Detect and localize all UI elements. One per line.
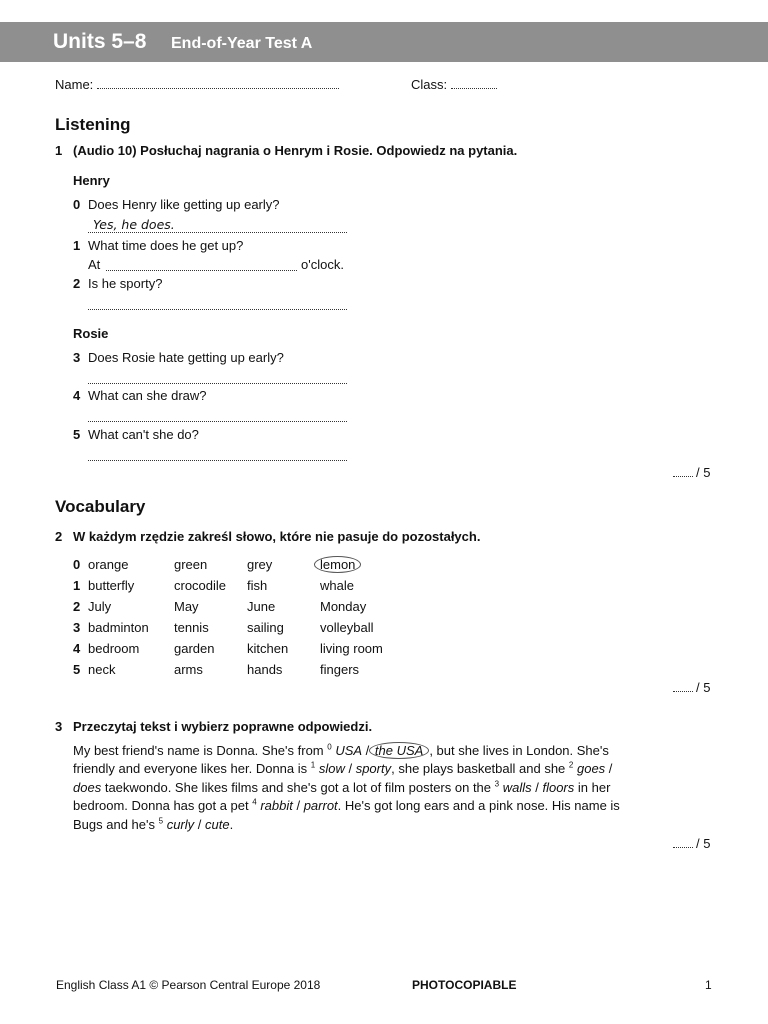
- word-option[interactable]: green: [174, 557, 208, 572]
- listening-heading: Listening: [55, 115, 131, 134]
- text-segment: , she plays basketball and she: [391, 761, 566, 777]
- score-total: / 5: [696, 465, 711, 480]
- task-3-instruction: Przeczytaj tekst i wybierz poprawne odpowiedzi.: [73, 719, 373, 734]
- question-text: What can't she do?: [88, 427, 199, 442]
- word-option[interactable]: Monday: [320, 599, 367, 614]
- text-segment: . He's got long ears and a pink nose. His name is Bugs and he's: [73, 798, 620, 832]
- row-number: 5: [73, 662, 81, 677]
- reading-text: My best friend's name is Donna. She's from $^0$ USA / the USA , but she lives in London. She's friendly and everyone likes her. Donna is $^1$ slow / sporty, she plays basketball and she $^2$ goes / does taekwondo. She likes films and she's got a lot of film posters on the $^3$ walls / floors in her bedroom. Donna has got a pet $^4$ rabbit / parrot. He's got long ears and a pink nose. His name is Bugs and he's $^5$ curly / cute.: [73, 742, 620, 832]
- word-option[interactable]: sailing: [247, 620, 284, 635]
- footer-photocopiable: PHOTOCOPIABLE: [412, 978, 517, 992]
- word-option[interactable]: neck: [88, 662, 116, 677]
- task-2-instruction: W każdym rzędzie zakreśl słowo, które nie pasuje do pozostałych.: [73, 529, 481, 544]
- task-3-number: 3: [55, 719, 63, 734]
- word-option[interactable]: hands: [247, 662, 283, 677]
- question-number: 4: [73, 388, 81, 403]
- question-number: 0: [73, 197, 81, 212]
- score-blank[interactable]: [673, 691, 693, 692]
- name-blank[interactable]: [97, 88, 339, 89]
- text-segment: in her bedroom. Donna has got a pet: [73, 779, 611, 814]
- word-option[interactable]: bedroom: [88, 641, 140, 656]
- gap-number: 4: [252, 797, 257, 807]
- score-blank[interactable]: [673, 476, 693, 477]
- row-number: 2: [73, 599, 81, 614]
- question-text: What can she draw?: [88, 388, 207, 403]
- option[interactable]: USA: [335, 743, 363, 758]
- example-answer: Yes, he does.: [93, 217, 175, 232]
- option[interactable]: parrot: [303, 798, 338, 814]
- class-label: Class:: [411, 77, 448, 92]
- answer-suffix: o'clock.: [301, 257, 344, 272]
- word-option[interactable]: fingers: [320, 662, 360, 677]
- answer-line[interactable]: [106, 270, 297, 271]
- task-3-score: [673, 836, 710, 851]
- word-option[interactable]: living room: [320, 641, 383, 656]
- option[interactable]: slow: [318, 761, 345, 777]
- header-bar: [0, 22, 768, 62]
- option[interactable]: goes: [576, 761, 606, 777]
- score-blank[interactable]: [673, 847, 693, 848]
- option[interactable]: rabbit: [260, 798, 293, 814]
- listening-score: [673, 465, 710, 480]
- word-option[interactable]: butterfly: [88, 578, 135, 593]
- question-number: 3: [73, 350, 81, 365]
- question-text: Does Henry like getting up early?: [88, 197, 280, 212]
- gap-number: 2: [568, 761, 574, 771]
- rosie-label: Rosie: [73, 326, 109, 341]
- option[interactable]: cute: [205, 816, 230, 832]
- answer-prefix: At: [88, 257, 101, 272]
- option[interactable]: sporty: [355, 761, 392, 777]
- text-segment: .: [229, 816, 234, 832]
- option[interactable]: curly: [166, 816, 195, 832]
- task-1-instruction: (Audio 10) Posłuchaj nagrania o Henrym i Rosie. Odpowiedz na pytania.: [73, 143, 518, 158]
- word-option-circled[interactable]: lemon: [314, 556, 361, 573]
- question-number: 1: [73, 238, 81, 253]
- task-1-number: 1: [55, 143, 63, 158]
- answer-line[interactable]: [88, 421, 347, 422]
- name-field[interactable]: [55, 77, 339, 92]
- row-number: 4: [73, 641, 81, 656]
- option[interactable]: floors: [542, 779, 575, 795]
- question-text: Is he sporty?: [88, 276, 163, 291]
- vocabulary-heading: Vocabulary: [55, 497, 146, 516]
- option[interactable]: does: [73, 779, 102, 795]
- text-segment: My best friend's name is Donna. She's from: [73, 743, 324, 758]
- word-option[interactable]: volleyball: [320, 620, 374, 635]
- text-segment: , but she lives in London. She's friendly and everyone likes her. Donna is: [73, 743, 609, 777]
- question-text: What time does he get up?: [88, 238, 244, 253]
- question-text: Does Rosie hate getting up early?: [88, 350, 284, 365]
- page-number: 1: [705, 978, 712, 992]
- word-option[interactable]: orange: [88, 557, 129, 572]
- word-option[interactable]: whale: [320, 578, 354, 593]
- footer-copyright: English Class A1 © Pearson Central Europe 2018: [56, 978, 321, 992]
- answer-line[interactable]: [88, 460, 347, 461]
- task-2-score: [673, 680, 710, 695]
- row-number: 0: [73, 557, 81, 572]
- word-option[interactable]: June: [247, 599, 276, 614]
- gap-number: 1: [310, 761, 316, 771]
- score-total: / 5: [696, 680, 711, 695]
- word-option[interactable]: tennis: [174, 620, 209, 635]
- word-option[interactable]: crocodile: [174, 578, 227, 593]
- word-option[interactable]: badminton: [88, 620, 149, 635]
- units-title: Units 5–8: [53, 30, 147, 53]
- word-option[interactable]: May: [174, 599, 199, 614]
- test-title: End-of-Year Test A: [171, 35, 313, 52]
- gap-number: 3: [494, 779, 500, 789]
- answer-line[interactable]: [88, 309, 347, 310]
- question-number: 5: [73, 427, 81, 442]
- text-segment: taekwondo. She likes films and she's got a lot of film posters on the: [104, 779, 492, 795]
- option[interactable]: walls: [502, 779, 532, 795]
- option-circled[interactable]: the USA: [369, 742, 429, 759]
- score-total: / 5: [696, 836, 711, 851]
- answer-line: [88, 232, 347, 233]
- row-number: 3: [73, 620, 81, 635]
- word-option[interactable]: kitchen: [247, 641, 289, 656]
- class-blank[interactable]: [451, 88, 497, 89]
- word-option[interactable]: fish: [247, 578, 268, 593]
- word-option[interactable]: garden: [174, 641, 215, 656]
- answer-line[interactable]: [88, 383, 347, 384]
- row-number: 1: [73, 578, 81, 593]
- henry-label: Henry: [73, 173, 110, 188]
- class-field[interactable]: [411, 77, 497, 92]
- gap-number: 0: [327, 742, 332, 752]
- name-label: Name:: [55, 77, 94, 92]
- task-2-number: 2: [55, 529, 63, 544]
- word-option[interactable]: July: [88, 599, 112, 614]
- word-option[interactable]: arms: [174, 662, 203, 677]
- word-option[interactable]: grey: [247, 557, 273, 572]
- gap-number: 5: [158, 816, 164, 826]
- question-number: 2: [73, 276, 81, 291]
